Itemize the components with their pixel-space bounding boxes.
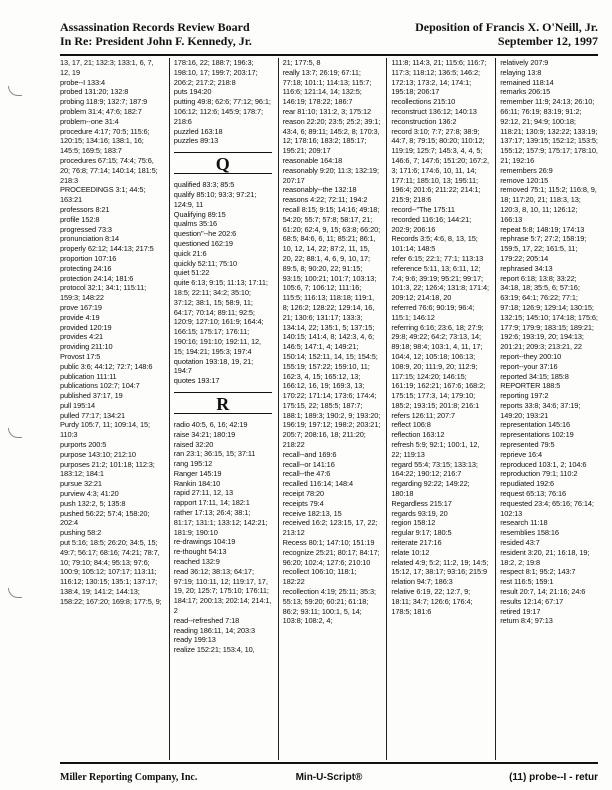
index-entry: receipts 79:4 — [282, 498, 324, 508]
index-entry: reports 33:8; 34:6; 37:19; 149:20; 193:21 — [500, 400, 581, 420]
index-entry: ready 199:13 — [173, 635, 216, 645]
index-entry: recognize 25:21; 80:17; 84:17; 96:20; 102:4; 127:6; 210:10 — [282, 547, 380, 567]
index-entry: reproduction 79:1; 110:2 — [500, 469, 578, 479]
index-entry: pull 195:14 — [60, 400, 96, 410]
index-entry: questioned 162:19 — [173, 238, 233, 248]
index-entry: quotation 193:18, 19, 21; 194:7 — [173, 356, 254, 376]
index-entry: reconstruct 136:12; 140:13 — [391, 106, 477, 116]
index-entry: publication 111:11 — [60, 371, 117, 381]
index-entry: record--"The 175:11 — [391, 204, 455, 214]
section-letter-r: R — [174, 392, 272, 414]
index-entry: reproduced 103:1, 2; 104:6 — [500, 459, 587, 469]
index-entry: related 4:9; 5:2; 11:2, 19; 14:5; 15:12, 17; 38:17; 93:16; 215:9 — [391, 557, 489, 577]
index-entry: represented 79:5 — [500, 440, 555, 450]
index-entry: providing 211:10 — [60, 342, 113, 352]
index-entry: result 20:7, 14; 21:16; 24:6 — [500, 587, 586, 597]
index-entry: protecting 24:16 — [60, 263, 112, 273]
index-entry: push 132:2, 5; 135:8 — [60, 498, 126, 508]
binder-mark — [8, 428, 22, 438]
header-left — [60, 20, 252, 48]
index-entry: re-thought 54:13 — [173, 547, 227, 557]
index-entry: REPORTER 188:5 — [500, 381, 561, 391]
index-entry: publications 102:7; 104:7 — [60, 381, 140, 391]
index-entry: pursue 32:21 — [60, 479, 102, 489]
header-deposition-title: Deposition of Francis X. O'Neill, Jr. — [415, 20, 598, 34]
index-entry: radio 40:5, 6, 16; 42:19 — [173, 419, 248, 429]
index-entry: question"--he 202:6 — [173, 229, 237, 239]
index-entry: reasonably 9:20; 11:3; 132:19; 207:17 — [282, 165, 379, 185]
index-entry: probe--I 133:4 — [60, 77, 106, 87]
binder-mark — [8, 588, 22, 598]
index-entry: rapport 17:11, 14; 182:1 — [173, 498, 250, 508]
index-entry: recall--and 169:6 — [282, 449, 337, 459]
index-entry: relate 10:12 — [391, 547, 430, 557]
page-footer — [60, 762, 598, 786]
index-entry: rather 17:13; 26:4; 38:1; 81:17; 131:1; 133:12; 142:21; 181:9; 190:10 — [173, 508, 268, 537]
index-entry: report--your 37:16 — [500, 361, 558, 371]
index-entry: 21; 177:5, 8 — [282, 58, 321, 67]
index-entry: reconstruction 136:2 — [391, 116, 457, 126]
index-entry: published 37:17, 19 — [60, 391, 123, 401]
index-entry: prove 167:19 — [60, 302, 102, 312]
index-entry: report 6:18; 13:8; 33:22; 34:18, 18; 35:5, 6; 57:16; 63:19; 64:1; 76:22; 77:1; 97:18; 126:9; 129:14; 130:15; 132:15; 145:10; 174:18; 175:6; 177:9; 179:9; 183:15; 189:21; 192:6; 193:19, 20; 194:13; 201:21; 209:3; 213:21, 22 — [500, 273, 598, 352]
index-entry: relative 6:19, 22; 12:7, 9; 18:11; 34:7; 126:6; 176:4; 178:5; 181:6 — [391, 587, 473, 616]
index-entry: relaying 13:8 — [500, 67, 542, 77]
index-entry: remove 120:15 — [500, 175, 549, 185]
index-entry: results 12:14; 67:17 — [500, 596, 564, 606]
index-entry: Ranger 145:19 — [173, 468, 222, 478]
footer-page-range: (11) probe--I - retur — [509, 772, 598, 783]
footer-company: Miller Reporting Company, Inc. — [60, 772, 198, 783]
header-board-title: Assassination Records Review Board — [60, 20, 250, 34]
index-entry: regard 55:4; 73:15; 133:13; 164:22; 190:12; 216:7 — [391, 459, 478, 479]
index-entry: reason 22:20; 23:5; 25:2; 39:1; 43:4, 6; 89:11; 145:2, 8; 170:3, 12; 178:16; 183:2; 185:17; 195:21; 209:17 — [282, 116, 381, 156]
index-entry: public 3:6; 44:12; 72:7; 148:6 — [60, 361, 153, 371]
header-rule — [60, 54, 598, 56]
index-entry: properly 62:12; 144:13; 217:5 — [60, 244, 154, 254]
index-entry: 111:8; 114:3, 21; 115:6; 116:7; 117:3; 118:12; 136:5; 146:2; 172:13; 173:2, 14; 174:1; 195:18; 206:17 — [391, 58, 487, 97]
index-entry: refresh 5:9; 92:1; 100:1, 12, 22; 119:13 — [391, 440, 480, 459]
index-column — [278, 58, 381, 760]
index-entry: remained 118:14 — [500, 77, 554, 87]
index-entry: regarding 92:22; 149:22; 180:18 — [391, 479, 470, 499]
index-entry: probed 131:20; 132:8 — [60, 87, 129, 97]
index-entry: quotes 193:17 — [173, 376, 220, 386]
index-entry: really 13:7; 26:19; 67:11; 77:18; 101:1; 114:13; 115:7; 116:6; 121:14, 14; 132:5; 146:19; 178:22; 186:7 — [282, 67, 372, 107]
index-entry: proportion 107:16 — [60, 253, 117, 263]
index-entry: rang 195:12 — [173, 459, 213, 469]
index-entry: removed 75:1; 115:2; 116:8, 9, 18; 117:20, 21; 118:3, 13; 120:3, 8, 10, 11; 126:12; 166:13 — [500, 185, 597, 224]
index-entry: received 16:2; 123:15, 17, 22; 213:12 — [282, 518, 378, 538]
index-entry: protection 24:14; 181:6 — [60, 273, 134, 283]
index-entry: qualms 35:16 — [173, 219, 217, 229]
index-entry: putting 49:8; 62:6; 77:12; 96:1; 106:12; 112:6; 145:9; 178:7; 218:6 — [173, 97, 271, 126]
index-entry: procedure 4:17; 70:5; 115:6; 120:15; 134:16; 138:1, 16; 145:5; 169:5; 183:7 — [60, 126, 150, 156]
index-entry: profile 152:8 — [60, 214, 100, 224]
index-entry: regular 9:17; 180:5 — [391, 528, 452, 538]
index-entry: recollection 4:19; 25:11; 35:3; 55:13; 59:20; 60:21; 61:18; 86:2; 93:11; 100:1, 5, 14; 103:8; 108:2, 4; — [282, 587, 376, 626]
footer-brand: Min-U-Script® — [295, 772, 363, 783]
header-right — [415, 20, 598, 48]
index-entry: reporting 197:2 — [500, 391, 549, 401]
index-entry: representation 145:16 — [500, 420, 570, 430]
index-entry: pushed 56:22; 57:4; 158:20; 202:4 — [60, 508, 150, 528]
index-entry: provide 4:19 — [60, 312, 100, 322]
index-entry: reasons 4:22; 72:11; 194:2 — [282, 195, 368, 205]
index-entry: qualify 85:10; 93:3; 97:21; 124:9, 11 — [173, 189, 257, 209]
index-entry: Qualifying 89:15 — [173, 209, 226, 219]
index-entry: relatively 207:9 — [500, 58, 549, 67]
index-entry: resemblies 158:16 — [500, 528, 559, 538]
index-entry: Purdy 105:7, 11; 109:14, 15; 110:3 — [60, 420, 150, 440]
index-entry: respect 8:1; 95:2; 143:7 — [500, 567, 576, 577]
index-entry: problem--one 31:4 — [60, 116, 119, 126]
index-entry: ran 23:1; 36:15, 15; 37:11 — [173, 449, 256, 459]
index-entry: reflect 106:8 — [391, 420, 431, 430]
index-column — [495, 58, 598, 760]
index-entry: representations 102:19 — [500, 430, 574, 440]
index-entry: reference 5:11, 13; 6:11, 12; 7:4; 9:6; 39:19; 95:21; 99:17; 101:3, 22; 126:4; 131:8; 171:4; 209:12; 214:18, 20 — [391, 263, 489, 303]
index-entry: referred 76:6; 90:19; 96:4; 115:1; 146:12 — [391, 302, 475, 322]
index-entry: re-drawings 104:19 — [173, 537, 236, 547]
index-entry: puzzled 163:18 — [173, 126, 223, 136]
index-entry: realize 152:21; 153:4, 10, — [173, 645, 255, 655]
index-entry: pushing 58:2 — [60, 528, 102, 538]
index-entry: Regardless 215:17 — [391, 498, 452, 508]
index-entry: read--refreshed 7:18 — [173, 615, 240, 625]
binder-mark — [8, 86, 22, 96]
index-entry: remembers 26:9 — [500, 165, 553, 175]
index-entry: provided 120:19 — [60, 322, 112, 332]
index-column — [169, 58, 272, 760]
index-entry: reiterate 217:16 — [391, 538, 442, 548]
index-entry: quite 6:13; 9:15; 11:13; 17:11; 18:5; 22:11; 34:2; 35:10; 37:12; 38:1, 15; 58:9, 11; 64:17; 70:14; 89:11; 92:5; 120:9; 127:10; 161:9; 164:4; 166:15; 175:17; 176:11; 190:16; 191:10; 192:11, 12, 15; 194:21; 195:3; 197:4 — [173, 278, 268, 356]
index-entry: return 8:4; 97:13 — [500, 616, 553, 626]
index-entry: problem 31:4; 47:6; 182:7 — [60, 106, 142, 116]
index-entry: recall--the 47:6 — [282, 469, 331, 479]
index-entry: referring 6:16; 23:6, 18; 27:9; 29:8; 49:22; 64:2; 73:13, 14; 89:18; 98:4; 103:1, 4, 11, 17; 104:4, 12; 105:18; 106:13; 108:9, 20; 111:9, 20; 112:9; 117:15; 124:20; 146:15; 161:19; 162:21; 167:6; 168:2; 175:15; 177:3, 14; 179:10; 185:2; 193:15; 201:8; 216:1 — [391, 322, 486, 410]
index-entry: protocol 32:1; 34:1; 115:11; 159:3; 148:22 — [60, 283, 147, 303]
index-entry: rephrase 5:7; 27:2; 158:19; 159:5, 17, 22; 161:5, 11; 179:22; 205:14 — [500, 234, 587, 263]
index-entry: repudiated 192:6 — [500, 479, 555, 489]
index-entry: region 158:12 — [391, 518, 436, 528]
index-entry: refer 6:15; 22:1; 77:1; 113:13 — [391, 253, 484, 263]
index-entry: remarks 206:15 — [500, 87, 551, 97]
index-entry: reasonable 164:18 — [282, 155, 343, 165]
index-entry: purpose 143:10; 212:10 — [60, 449, 136, 459]
header-date: September 12, 1997 — [497, 34, 598, 48]
index-entry: qualified 83:3; 85:5 — [173, 180, 235, 190]
index-entry: request 65:13; 76:16 — [500, 489, 566, 499]
index-entry: PROCEEDINGS 3:1; 44:5; 163:21 — [60, 185, 146, 205]
index-entry: procedures 67:15; 74:4; 75:6, 20; 76:8; 77:14; 140:14; 181:5; 218:3 — [60, 155, 158, 185]
index-entry: recollect 106:10; 118:1; 182:22 — [282, 567, 357, 587]
index-entry: Rankin 184:10 — [173, 478, 221, 488]
index-entry: 178:16, 22; 188:7; 196:3; 198:10, 17; 199:7; 203:17; 206:2; 217:2; 218:8 — [173, 58, 258, 87]
index-entry: professors 8:21 — [60, 204, 110, 214]
index-entry: Provost 17:5 — [60, 351, 101, 361]
index-entry: reasonably--the 132:18 — [282, 185, 357, 195]
index-entry: recorded 116:16; 144:21; 202:9; 206:16 — [391, 214, 472, 234]
index-entry: pulled 77:17; 134:21 — [60, 410, 125, 420]
index-entry: quiet 51:22 — [173, 268, 210, 278]
index-entry: purposes 21:2; 101:18; 112:3; 183:12; 184:1 — [60, 459, 155, 479]
index-entry: rephrased 34:13 — [500, 263, 553, 273]
index-entry: reached 132:9 — [173, 557, 220, 567]
index-entry: Records 3:5; 4:6, 8, 13, 15; 101:14; 148:5 — [391, 234, 478, 254]
index-entry: receive 182:13, 15 — [282, 508, 342, 518]
index-entry: provides 4:21 — [60, 332, 104, 342]
index-entry: relation 94:7; 186:3 — [391, 577, 453, 587]
index-entry: puzzles 89:13 — [173, 136, 219, 146]
index-entry: recall--or 141:16 — [282, 459, 335, 469]
index-entry: research 11:18 — [500, 518, 548, 528]
index-column — [386, 58, 489, 760]
index-entry: purview 4:3; 41:20 — [60, 489, 119, 499]
index-entry: report--they 200:10 — [500, 351, 562, 361]
index-entry: reading 186:11, 14; 203:3 — [173, 625, 255, 635]
index-entry: reprieve 16:4 — [500, 449, 543, 459]
index-entry: retired 19:17 — [500, 606, 541, 616]
index-entry: recollections 215:10 — [391, 97, 456, 107]
index-entry: reported 34:15; 185:8 — [500, 371, 569, 381]
index-entry: resided 43:7 — [500, 538, 540, 548]
index-entry: resident 3:20, 21; 16:18, 19; 18:2, 2; 19:8 — [500, 547, 590, 567]
index-entry: raise 34:21; 180:19 — [173, 429, 236, 439]
index-entry: quick 21:6 — [173, 248, 207, 258]
index-entry: Recess 80:1; 147:10; 151:19 — [282, 538, 375, 548]
index-entry: 13, 17, 21; 132:3; 133:1, 6, 7, 12, 19 — [60, 58, 154, 77]
header-case-title: In Re: President John F. Kennedy, Jr. — [60, 34, 252, 48]
index-entry: reflection 163:12 — [391, 430, 445, 440]
index-entry: put 5:16; 18:5; 26:20; 34:5, 15; 49:7; 56:17; 68:16; 74:21; 78:7, 10; 79:10; 84:4; 95:13; 97:6; 100:9; 105:12; 107:17; 113:11; 116:12; 130:15; 135:1; 137:17; 138:4, 19; 141:2; 144:13; 158:22; 167:20; 169:8; 177:5, 9; — [60, 538, 162, 606]
index-entry: remember 11:9; 24:13; 26:10; 66:11; 76:19; 83:19; 91:2; 92:12, 21; 94:9; 100:18; 118:21; 130:9; 132:22; 133:19; 137:17; 139:15; 152:12; 153:5; 155:12; 157:9; 175:17; 178:10, 21; 192:16 — [500, 97, 598, 165]
index-entry: repeat 5:8; 148:19; 174:13 — [500, 224, 585, 234]
index-entry: puts 194:20 — [173, 87, 212, 97]
index-entry: raised 32:20 — [173, 439, 214, 449]
index-entry: recall 8:15; 9:15; 14:16; 49:18; 54:20; 55:7; 57:8; 58:17, 21; 61:20; 62:4, 9, 15; 63:8; 66:20; 68:5; 84:6, 6, 11; 85:21; 86:1, 10, 12, 14, 22; 87:2, 11, 15, 20, 22; 88:1, 4, 6, 9, 10, 17; 89:5, 8; 90:20, 22; 91:15; 93:15; 100:21; 101:7; 103:13; 105:6, 7; 106:12; 111:16; 115:5; 116:13; 118:18; 119:1, 8; 126:2; 128:22; 129:14, 16, 21; 130:6; 131:17; 133:3; 134:14, 22; 135:1, 5; 137:15; 140:15; 141:4, 8; 142:3, 4, 6; 146:5; 147:1, 4; 149:21; 150:14; 152:11, 14, 15; 154:5; 155:19; 157:22; 159:10, 11; 162:3, 4, 15; 165:12, 13; 166:12, 16, 19; 169:3, 13; 170:22; 171:14; 173:6; 174:4; 175:15, 22; 185:5; 187:7; 188:1; 189:3; 190:2, 9; 193:20; 196:19; 197:12; 198:2; 203:21; 205:7; 208:16, 18; 211:20; 218:22 — [282, 204, 381, 450]
index-column — [60, 58, 163, 760]
index-entry: record 3:10; 7:7; 27:8; 38:9; 44:7, 8; 79:15; 80:20; 110:12; 119:19; 125:7; 145:3, 4, 4, 5; 146:6, 7; 147:6; 151:20; 167:2, 3; 171:6; 174:6, 10, 11, 14; 177:11; 185:10, 13; 195:11; 196:4; 201:6; 211:22; 214:1; 215:9; 218:6 — [391, 126, 489, 205]
index-entry: quickly 52:11; 75:10 — [173, 258, 237, 268]
index-entry: rear 81:10; 131:2, 3; 175:12 — [282, 106, 372, 116]
index-entry: pronunciation 8:14 — [60, 234, 120, 244]
section-letter-q: Q — [174, 152, 272, 174]
index-entry: requested 23:4; 65:16; 76:14; 102:13 — [500, 498, 594, 518]
index-entry: probing 118:9; 132:7; 187:9 — [60, 97, 148, 107]
index-entry: refers 126:11; 207:7 — [391, 410, 455, 420]
index-entry: progressed 73:3 — [60, 224, 112, 234]
index-entry: recalled 116:14; 148:4 — [282, 479, 353, 489]
index-entry: regards 93:19, 20 — [391, 508, 448, 518]
index-entry: receipt 78:20 — [282, 489, 325, 499]
index-entry: purports 200:5 — [60, 440, 107, 450]
index-entry: rapid 27:11, 12, 13 — [173, 488, 233, 498]
page-header — [60, 20, 598, 52]
index-columns — [60, 58, 598, 760]
index-entry: rest 116:5; 159:1 — [500, 577, 554, 587]
index-entry: read 36:12; 38:13; 64:17; 97:19; 110:11, 12; 119:17, 17, 19, 20; 125:7; 175:10; 176:11; 184:17; 200:13; 202:14; 214:1, 2 — [173, 566, 272, 616]
